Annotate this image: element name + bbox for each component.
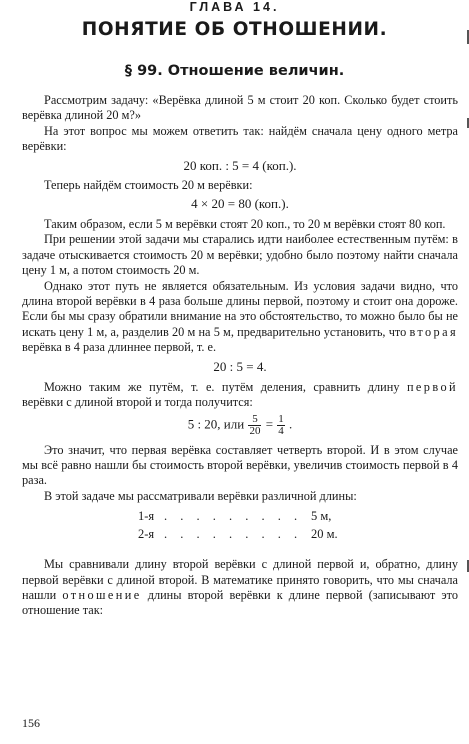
page-number: 156 bbox=[22, 716, 40, 730]
list-item-label: 1-я bbox=[138, 509, 155, 524]
equals-sign: = bbox=[265, 415, 274, 431]
fraction-numerator: 1 bbox=[278, 412, 284, 425]
spaced-word: вторая bbox=[409, 324, 459, 339]
fraction bbox=[277, 414, 285, 437]
section-title: § 99. Отношение величин. bbox=[124, 63, 345, 79]
length-list bbox=[22, 509, 458, 545]
page-body bbox=[22, 93, 458, 619]
paragraph: В этой задаче мы рассматривали верёвки различной длины: bbox=[44, 488, 357, 503]
paragraph: Это значит, что первая верёвка составляет четверть второй. И в этом случае мы всё равно нашли бы стоимость второй верёвки, увеличив стоимость первой в 4 раза. bbox=[22, 442, 458, 488]
paragraph bbox=[22, 557, 458, 619]
paragraph: Теперь найдём стоимость 20 м верёвки: bbox=[44, 177, 253, 192]
spaced-word: первой bbox=[406, 379, 458, 394]
list-item-label: 2-я bbox=[138, 527, 155, 542]
paragraph: На этот вопрос мы можем ответить так: найдём сначала цену одного метра верёвки: bbox=[22, 123, 458, 154]
formula: 4 × 20 = 80 (коп.). bbox=[191, 196, 289, 212]
dot-leader: . . . . . . . . . bbox=[164, 509, 303, 524]
paragraph-text: Можно таким же путём, т. е. путём деления, сравнить длину bbox=[44, 379, 400, 394]
paragraph-text: длины второй верёвки к длине первой (записывают это отношение так: bbox=[22, 587, 458, 618]
formula-text: 5 : 20, или bbox=[187, 415, 245, 431]
paragraph-text: верёвки с длиной второй и тогда получится: bbox=[22, 395, 253, 410]
paragraph-text: Однако этот путь не является обязательным. Из условия задачи видно, что длина второй верёвки в 4 раза больше длины первой, поэтому и стоит она дороже. Если бы мы сразу обратили внимание на это обстоятельство, то можно было бы не искать цену 1 м, а, разделив 20 м на 5 м, предварительно установить, что bbox=[22, 278, 458, 339]
list-item-value: 5 м, bbox=[311, 509, 332, 524]
formula: 20 : 5 = 4. bbox=[213, 358, 267, 374]
chapter-heading: ГЛАВА 14. bbox=[189, 0, 280, 14]
fraction-denominator: 20 bbox=[249, 424, 261, 437]
formula bbox=[22, 414, 458, 437]
list-item bbox=[22, 527, 458, 545]
paragraph-text: верёвка в 4 раза длиннее первой, т. е. bbox=[22, 340, 217, 355]
fraction-numerator: 5 bbox=[248, 414, 261, 426]
formula-end: . bbox=[289, 415, 293, 431]
chapter-title: ПОНЯТИЕ ОБ ОТНОШЕНИИ. bbox=[81, 19, 388, 40]
formula: 20 коп. : 5 = 4 (коп.). bbox=[183, 157, 297, 173]
paragraph: Таким образом, если 5 м верёвки стоят 20 коп., то 20 м верёвки стоят 80 коп. bbox=[44, 217, 446, 232]
dot-leader: . . . . . . . . . bbox=[164, 527, 303, 542]
fraction bbox=[248, 414, 261, 437]
spaced-word: отношение bbox=[62, 587, 142, 602]
paragraph: Рассмотрим задачу: «Верёвка длиной 5 м стоит 20 коп. Сколько будет стоить верёвка длиной 20 м?» bbox=[22, 93, 458, 123]
paragraph bbox=[22, 279, 458, 356]
paragraph bbox=[22, 380, 458, 411]
paragraph: При решении этой задачи мы старались идти наиболее естественным путём: в задаче отыскивается стоимость 20 м верёвки; удобно было поэтому найти сначала цену 1 м, а потом стоимость 20 м. bbox=[22, 232, 458, 278]
fraction-denominator: 4 bbox=[278, 424, 284, 437]
list-item-value: 20 м. bbox=[311, 527, 338, 542]
list-item bbox=[22, 509, 458, 527]
paragraph-text: Мы сравнивали длину второй верёвки с длиной первой и, обратно, длину первой верёвки с длиной второй. В математике принято говорить, что мы сначала нашли bbox=[22, 557, 458, 602]
